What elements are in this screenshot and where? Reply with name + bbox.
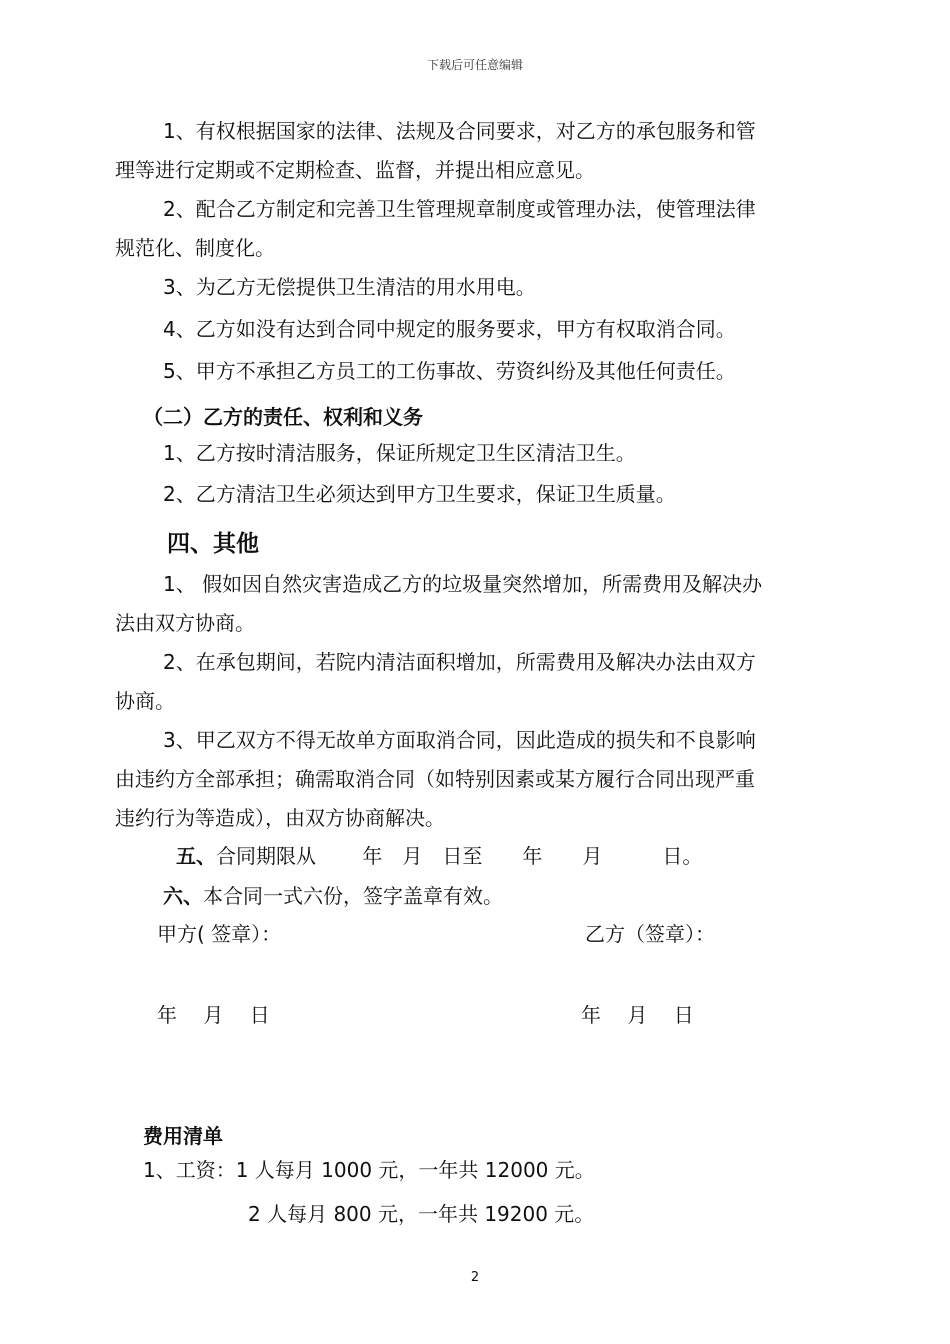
contract-term: [176, 836, 702, 876]
duty-1-line-2: 理等进行定期或不定期检查、监督，并提出相应意见。: [115, 158, 595, 182]
section-b-item-2: 2、乙方清洁卫生必须达到甲方卫生要求，保证卫生质量。: [163, 482, 676, 506]
other-1-line-1: 1、 假如因自然灾害造成乙方的垃圾量突然增加，所需费用及解决办: [163, 572, 763, 596]
other-2-line-2: 协商。: [115, 689, 175, 713]
duty-2-line-1: 2、配合乙方制定和完善卫生管理规章制度或管理办法，使管理法律: [163, 197, 756, 221]
copies-label: 六、: [163, 884, 203, 908]
contract-copies: [163, 876, 503, 916]
page-number: 2: [470, 1270, 480, 1285]
duty-1-line-1: 1、有权根据国家的法律、法规及合同要求，对乙方的承包服务和管: [163, 119, 756, 143]
expense-list-title: 费用清单: [143, 1124, 223, 1148]
duty-3: 3、为乙方无偿提供卫生清洁的用水用电。: [163, 275, 536, 299]
other-3-line-3: 违约行为等造成），由双方协商解决。: [115, 806, 445, 830]
party-b-date: 年 月 日: [581, 1003, 694, 1027]
other-1-line-2: 法由双方协商。: [115, 611, 255, 635]
duty-2-line-2: 规范化、制度化。: [115, 236, 275, 260]
expense-line-1: 1、工资：1 人每月 1000 元，一年共 12000 元。: [143, 1158, 595, 1182]
copies-text: 本合同一式六份，签字盖章有效。: [203, 884, 503, 908]
section-four-title: 四、其他: [167, 531, 259, 557]
section-b-title: （二）乙方的责任、权利和义务: [143, 405, 423, 429]
expense-line-2: 2 人每月 800 元，一年共 19200 元。: [248, 1202, 595, 1226]
party-a-signature: 甲方( 签章）：: [157, 922, 282, 946]
other-3-line-2: 由违约方全部承担；确需取消合同（如特别因素或某方履行合同出现严重: [115, 767, 755, 791]
section-b-item-1: 1、乙方按时清洁服务，保证所规定卫生区清洁卫生。: [163, 441, 636, 465]
other-3-line-1: 3、甲乙双方不得无故单方面取消合同，因此造成的损失和不良影响: [163, 728, 756, 752]
party-a-date: 年 月 日: [157, 1003, 270, 1027]
duty-5: 5、甲方不承担乙方员工的工伤事故、劳资纠纷及其他任何责任。: [163, 359, 736, 383]
page-header: 下载后可任意编辑: [426, 58, 523, 72]
party-b-signature: 乙方（签章）：: [585, 922, 715, 946]
term-text: 合同期限从 年 月 日至 年 月 日。: [216, 844, 703, 868]
other-2-line-1: 2、在承包期间，若院内清洁面积增加，所需费用及解决办法由双方: [163, 650, 756, 674]
duty-4: 4、乙方如没有达到合同中规定的服务要求，甲方有权取消合同。: [163, 317, 736, 341]
term-label: 五、: [176, 844, 216, 868]
